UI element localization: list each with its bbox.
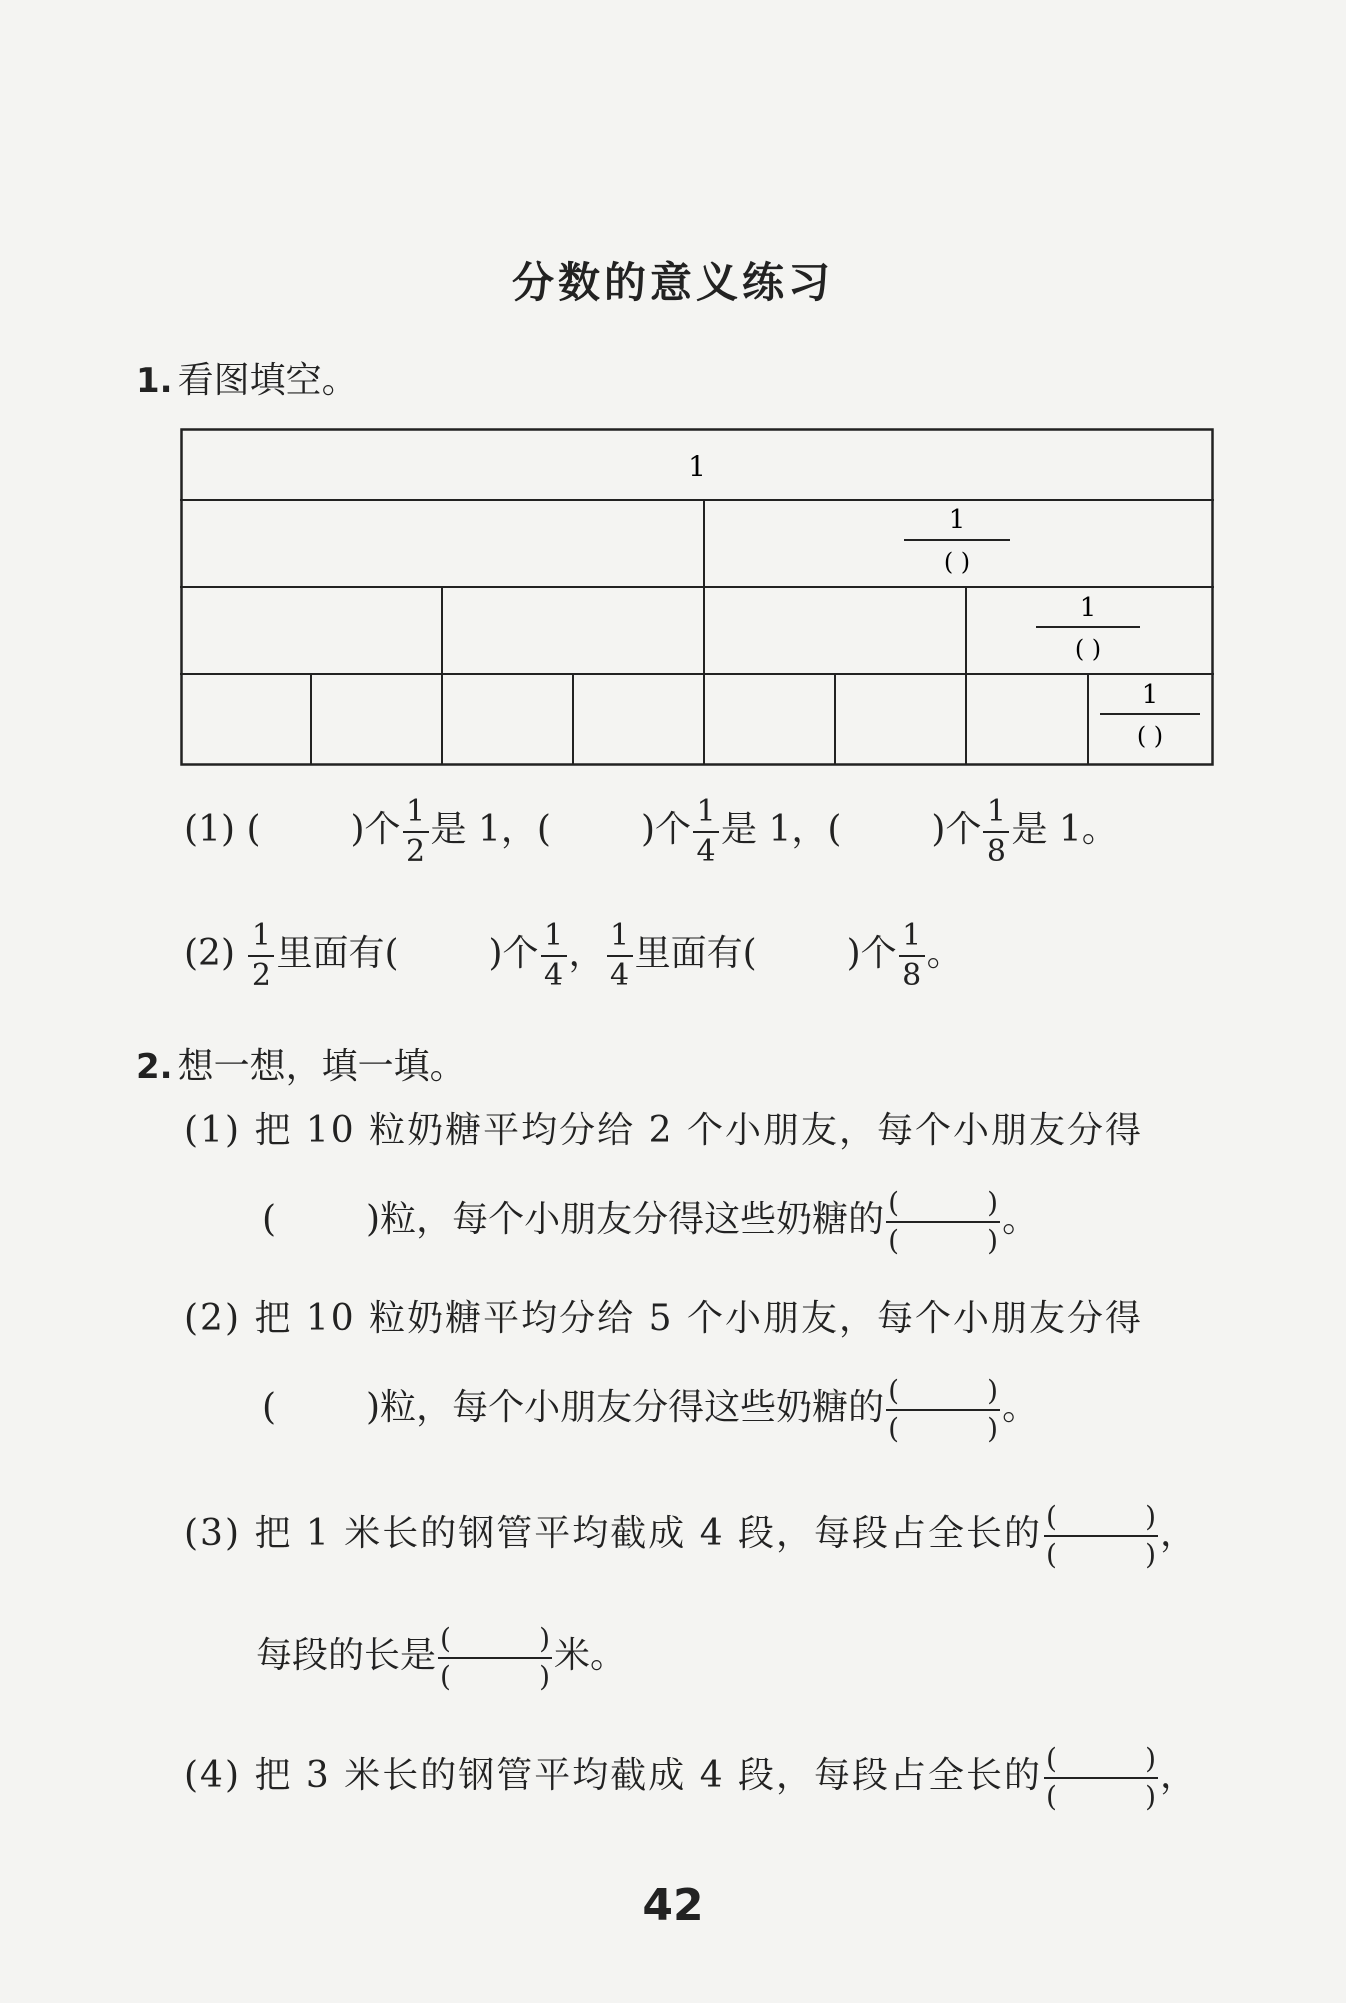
fraction: $\frac{1}{2}$ xyxy=(403,793,429,871)
eighth-label-den: ( ) xyxy=(1136,722,1164,750)
half-label-den: ( ) xyxy=(943,548,971,576)
q1-part2: (2) $\frac{1}{2}$ 里面有( )个 $\frac{1}{4}$ ， $\frac{1}{4}$ 里面有( )个 $\frac{1}{8}$ 。 xyxy=(184,918,963,993)
q2-item3-line1: (3) 把 1 米长的钢管平均截成 4 段，每段占全长的 ( ) ( ) ， xyxy=(184,1500,1199,1571)
fraction: $\frac{1}{2}$ xyxy=(248,917,274,995)
text: 是 1， xyxy=(430,809,537,850)
fraction: $\frac{1}{4}$ xyxy=(607,917,633,995)
blank-fraction[interactable]: ( ) ( ) xyxy=(440,1622,551,1693)
q2-item2-line1: (2) 把 10 粒奶糖平均分给 5 个小朋友，每个小朋友分得 xyxy=(184,1298,1143,1339)
blank-open: ( xyxy=(246,809,261,850)
eighth-label-num: 1 xyxy=(1141,680,1159,710)
q1-part1-label: (1) xyxy=(184,809,235,850)
blank-fraction[interactable]: ( ) ( ) xyxy=(1046,1500,1157,1571)
q2-item2-line2: ( )粒，每个小朋友分得这些奶糖的 ( ) ( ) 。 xyxy=(262,1374,1039,1445)
q2-prompt: 想一想，填一填。 xyxy=(177,1046,466,1087)
q1-part1: (1) ( )个 $\frac{1}{2}$ 是 1，( )个 $\frac{1}{4}$ 是 1，( )个 $\frac{1}{8}$ 是 1。 xyxy=(184,794,1118,869)
q1-prompt: 看图填空。 xyxy=(177,360,358,401)
q1-part2-label: (2) xyxy=(184,933,235,974)
page-title: 分数的意义练习 xyxy=(511,258,834,307)
fraction: $\frac{1}{4}$ xyxy=(693,793,719,871)
q2-item1-line1: (1) 把 10 粒奶糖平均分给 2 个小朋友，每个小朋友分得 xyxy=(184,1110,1143,1151)
q1-number: 1. xyxy=(136,361,173,401)
q1-heading xyxy=(136,352,358,403)
whole-label: 1 xyxy=(688,450,706,483)
q2-item3-line2: 每段的长是 ( ) ( ) 米。 xyxy=(256,1622,627,1693)
quarter-label-den: ( ) xyxy=(1074,635,1102,663)
quarter-label-num: 1 xyxy=(1079,593,1097,623)
q2-heading xyxy=(136,1038,466,1089)
q2-item4-line1: (4) 把 3 米长的钢管平均截成 4 段，每段占全长的 ( ) ( ) ， xyxy=(184,1742,1199,1813)
q2-number: 2. xyxy=(136,1047,173,1087)
q2-item1-line2: ( )粒，每个小朋友分得这些奶糖的 ( ) ( ) 。 xyxy=(262,1186,1039,1257)
page-number: 42 xyxy=(642,1880,704,1931)
blank-fraction[interactable]: ( ) ( ) xyxy=(888,1186,999,1257)
fraction: $\frac{1}{8}$ xyxy=(983,793,1009,871)
half-label-num: 1 xyxy=(948,505,966,535)
fraction-strip-diagram xyxy=(180,428,1214,768)
fraction: $\frac{1}{4}$ xyxy=(541,917,567,995)
blank-close: )个 xyxy=(350,809,401,850)
fraction: $\frac{1}{8}$ xyxy=(899,917,925,995)
blank-fraction[interactable]: ( ) ( ) xyxy=(1046,1742,1157,1813)
blank-fraction[interactable]: ( ) ( ) xyxy=(888,1374,999,1445)
